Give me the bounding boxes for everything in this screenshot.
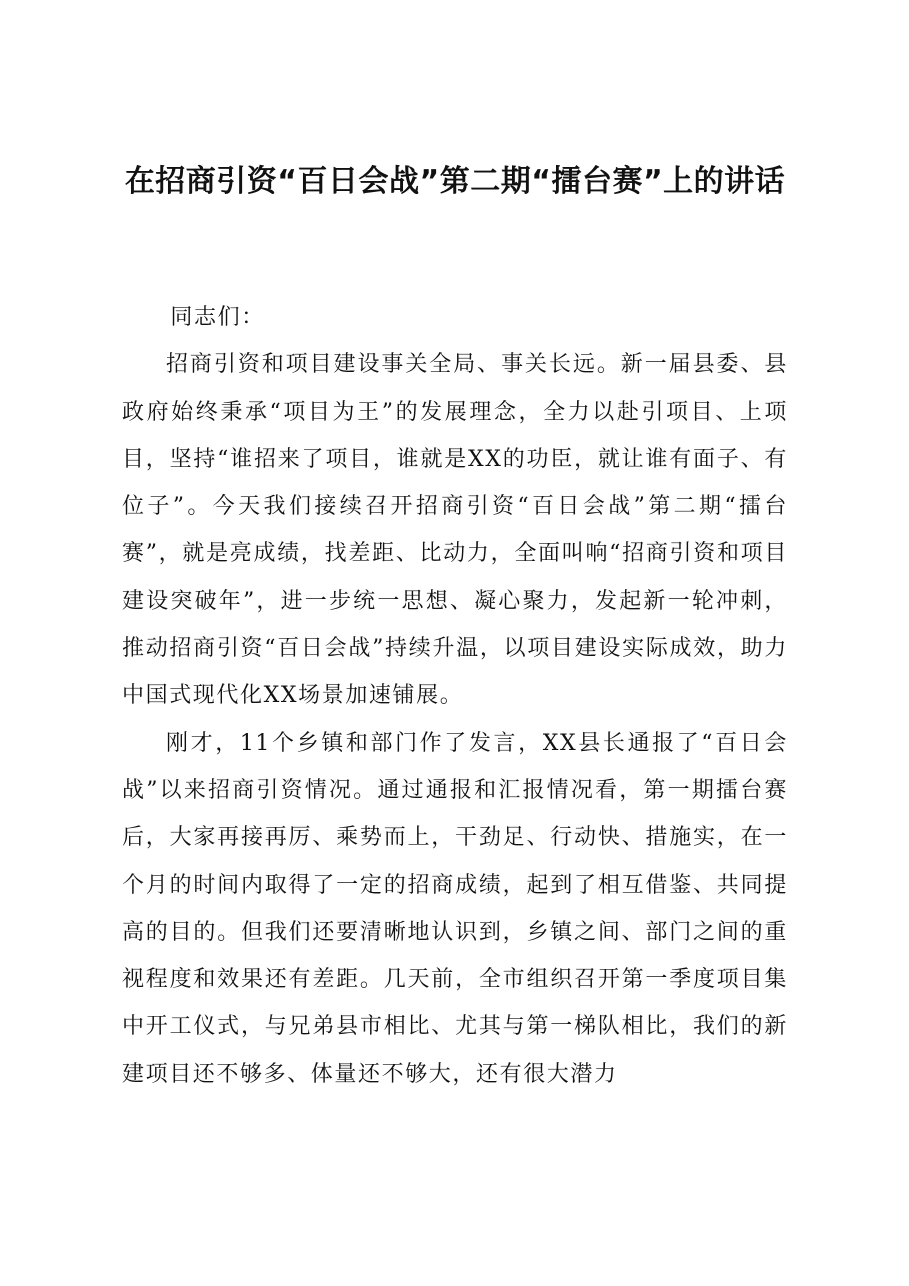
document-title: 在招商引资“百日会战”第二期“擂台赛”上的讲话	[124, 164, 786, 199]
paragraph-1: 招商引资和项目建设事关全局、事关长远。新一届县委、县政府始终秉承“项目为王”的发展理念，全力以赴引项目、上项目，坚持“谁招来了项目，谁就是XX的功臣，就让谁有面子、有位子”。今天我们接续召开招商引资“百日会战”第二期“擂台赛”，就是亮成绩，找差距、比动力，全面叫响“招商引资和项目建设突破年”，进一步统一思想、凝心聚力，发起新一轮冲刺，推动招商引资“百日会战”持续升温，以项目建设实际成效，助力中国式现代化XX场景加速铺展。	[122, 352, 788, 709]
document-body	[122, 294, 788, 1098]
salutation: 同志们：	[170, 305, 265, 330]
paragraph-2: 刚才，11个乡镇和部门作了发言，XX县长通报了“百日会战”以来招商引资情况。通过通报和汇报情况看，第一期擂台赛后，大家再接再厉、乘势而上，干劲足、行动快、措施实，在一个月的时间内取得了一定的招商成绩，起到了相互借鉴、共同提高的目的。但我们还要清晰地认识到，乡镇之间、部门之间的重视程度和效果还有差距。几天前，全市组织召开第一季度项目集中开工仪式，与兄弟县市相比、尤其与第一梯队相比，我们的新建项目还不够多、体量还不够大，还有很大潜力	[122, 730, 788, 1087]
